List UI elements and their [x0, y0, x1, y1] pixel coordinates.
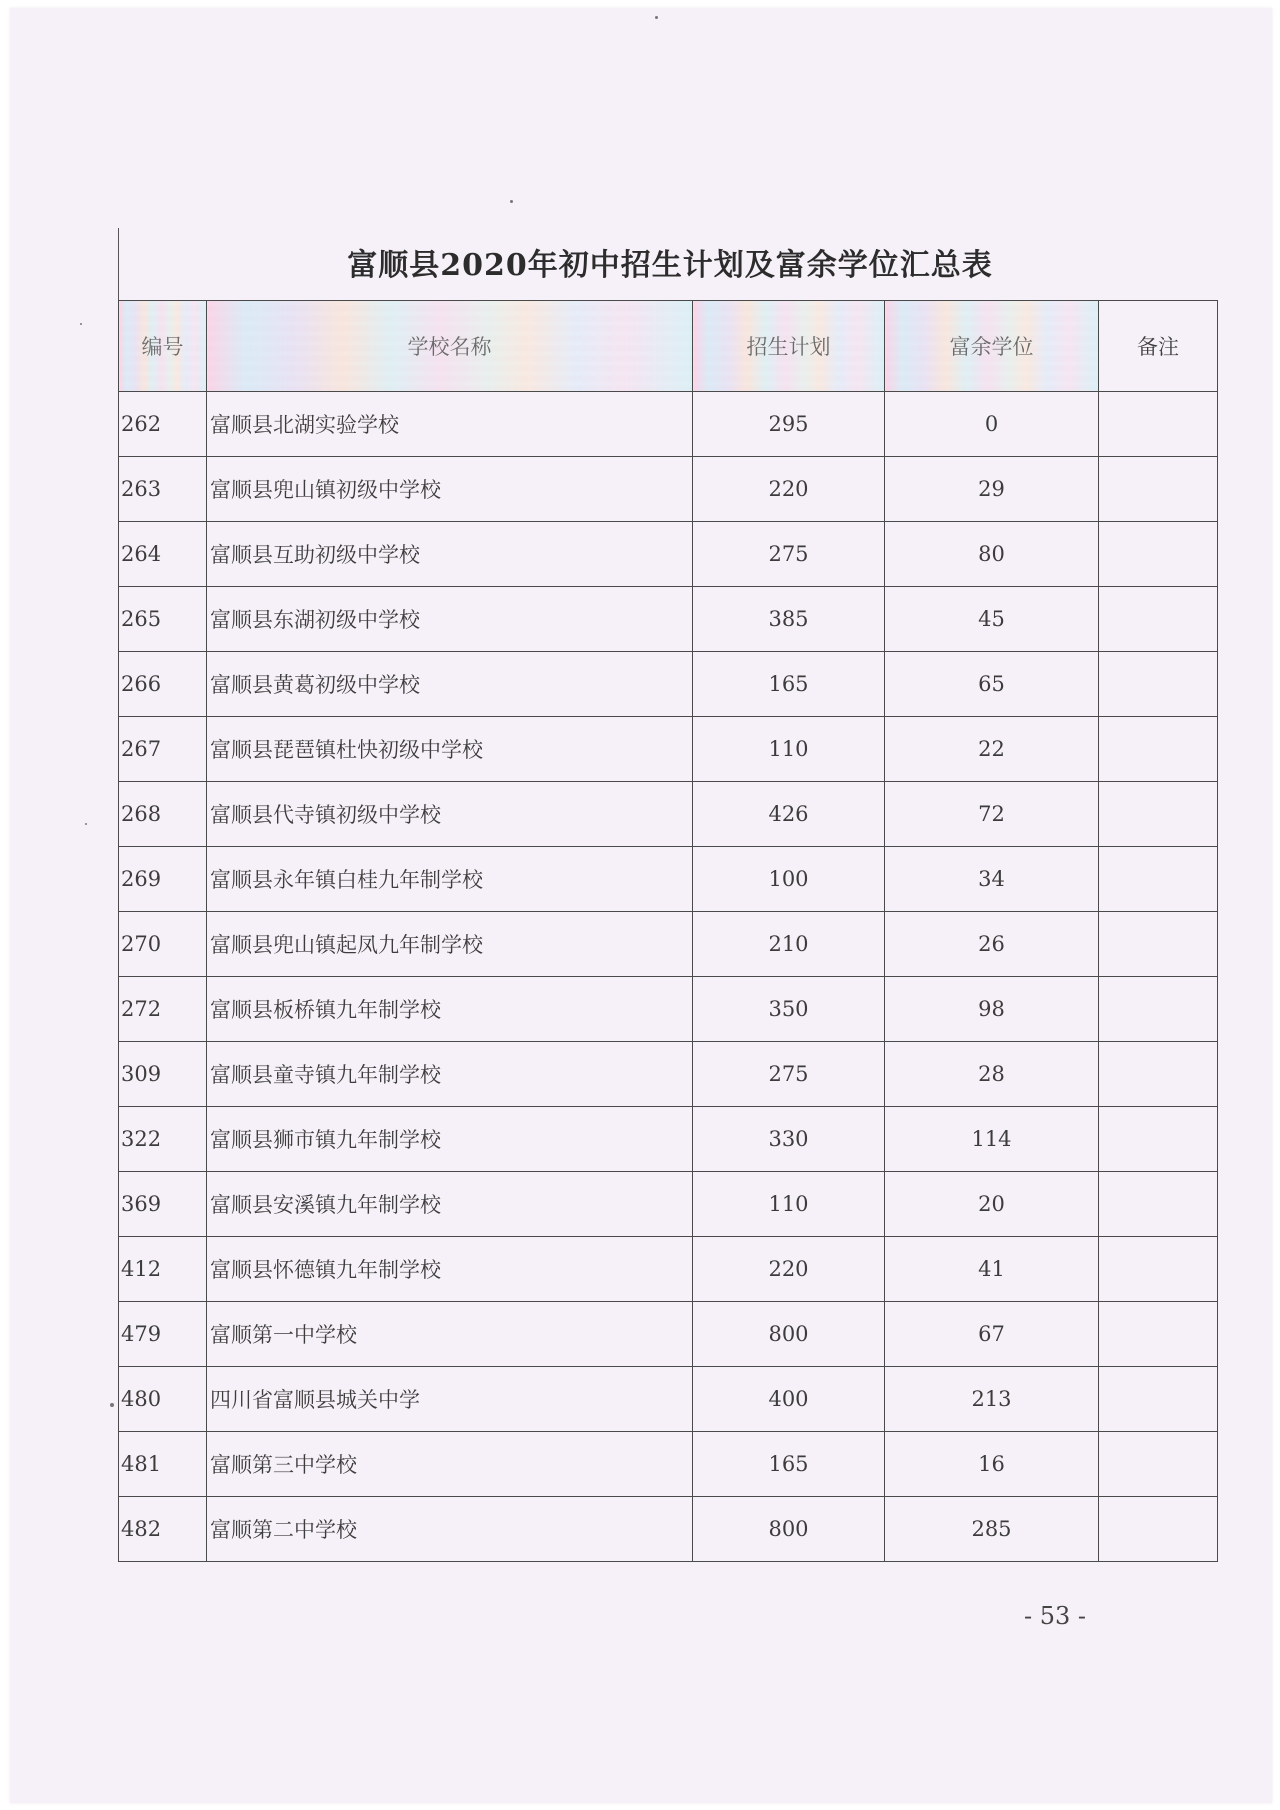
cell-spare-seats: 0: [885, 392, 1099, 457]
cell-school-name: 富顺县北湖实验学校: [207, 392, 693, 457]
cell-school-name: 富顺县永年镇白桂九年制学校: [207, 847, 693, 912]
cell-spare-seats: 45: [885, 587, 1099, 652]
cell-remarks: [1099, 522, 1218, 587]
cell-id: 269: [119, 847, 207, 912]
scan-speck: [85, 823, 87, 825]
cell-spare-seats: 80: [885, 522, 1099, 587]
cell-id: 265: [119, 587, 207, 652]
cell-school-name: 富顺县安溪镇九年制学校: [207, 1172, 693, 1237]
enrollment-summary-table: [118, 300, 1218, 1562]
cell-id: 482: [119, 1497, 207, 1562]
table-row: [119, 1042, 1218, 1107]
cell-spare-seats: 16: [885, 1432, 1099, 1497]
cell-enrollment-plan: 800: [693, 1497, 885, 1562]
cell-school-name: 富顺第二中学校: [207, 1497, 693, 1562]
cell-id: 262: [119, 392, 207, 457]
table-header: [119, 301, 1218, 392]
header-school-name: 学校名称: [207, 301, 693, 392]
cell-enrollment-plan: 110: [693, 1172, 885, 1237]
cell-school-name: 富顺县童寺镇九年制学校: [207, 1042, 693, 1107]
cell-remarks: [1099, 457, 1218, 522]
cell-school-name: 富顺县琵琶镇杜快初级中学校: [207, 717, 693, 782]
cell-id: 479: [119, 1302, 207, 1367]
document-title: 富顺县2020年初中招生计划及富余学位汇总表: [347, 248, 993, 283]
table-row: [119, 392, 1218, 457]
cell-remarks: [1099, 1107, 1218, 1172]
table-row: [119, 847, 1218, 912]
cell-school-name: 富顺县狮市镇九年制学校: [207, 1107, 693, 1172]
cell-school-name: 富顺第三中学校: [207, 1432, 693, 1497]
table-row: [119, 1237, 1218, 1302]
table-row: [119, 1497, 1218, 1562]
scan-speck: [655, 16, 658, 19]
cell-enrollment-plan: 295: [693, 392, 885, 457]
cell-enrollment-plan: 426: [693, 782, 885, 847]
cell-enrollment-plan: 165: [693, 652, 885, 717]
cell-school-name: 富顺县东湖初级中学校: [207, 587, 693, 652]
cell-enrollment-plan: 350: [693, 977, 885, 1042]
cell-enrollment-plan: 385: [693, 587, 885, 652]
cell-enrollment-plan: 330: [693, 1107, 885, 1172]
cell-school-name: 富顺县代寺镇初级中学校: [207, 782, 693, 847]
table-row: [119, 1432, 1218, 1497]
cell-id: 263: [119, 457, 207, 522]
cell-id: 480: [119, 1367, 207, 1432]
cell-school-name: 富顺县互助初级中学校: [207, 522, 693, 587]
table-row: [119, 1302, 1218, 1367]
cell-spare-seats: 29: [885, 457, 1099, 522]
cell-id: 481: [119, 1432, 207, 1497]
cell-remarks: [1099, 977, 1218, 1042]
cell-school-name: 富顺县黄葛初级中学校: [207, 652, 693, 717]
cell-id: 309: [119, 1042, 207, 1107]
cell-remarks: [1099, 652, 1218, 717]
cell-spare-seats: 22: [885, 717, 1099, 782]
cell-enrollment-plan: 110: [693, 717, 885, 782]
cell-enrollment-plan: 275: [693, 1042, 885, 1107]
cell-remarks: [1099, 1302, 1218, 1367]
cell-spare-seats: 41: [885, 1237, 1099, 1302]
cell-id: 272: [119, 977, 207, 1042]
table-body: [119, 392, 1218, 1562]
cell-id: 412: [119, 1237, 207, 1302]
header-remarks: 备注: [1099, 301, 1218, 392]
cell-enrollment-plan: 275: [693, 522, 885, 587]
cell-remarks: [1099, 1237, 1218, 1302]
cell-remarks: [1099, 847, 1218, 912]
header-id: 编号: [119, 301, 207, 392]
table-row: [119, 457, 1218, 522]
table-row: [119, 977, 1218, 1042]
cell-spare-seats: 20: [885, 1172, 1099, 1237]
cell-remarks: [1099, 717, 1218, 782]
cell-school-name: 富顺县板桥镇九年制学校: [207, 977, 693, 1042]
cell-id: 270: [119, 912, 207, 977]
cell-enrollment-plan: 100: [693, 847, 885, 912]
cell-spare-seats: 285: [885, 1497, 1099, 1562]
scan-speck: [510, 200, 513, 203]
cell-id: 266: [119, 652, 207, 717]
cell-spare-seats: 72: [885, 782, 1099, 847]
table-row: [119, 652, 1218, 717]
cell-spare-seats: 26: [885, 912, 1099, 977]
cell-enrollment-plan: 400: [693, 1367, 885, 1432]
cell-remarks: [1099, 587, 1218, 652]
cell-spare-seats: 213: [885, 1367, 1099, 1432]
cell-id: 369: [119, 1172, 207, 1237]
table-row: [119, 522, 1218, 587]
cell-id: 264: [119, 522, 207, 587]
table-row: [119, 912, 1218, 977]
cell-remarks: [1099, 1172, 1218, 1237]
page-number: - 53 -: [1023, 1602, 1086, 1630]
header-row: [119, 301, 1218, 392]
cell-id: 322: [119, 1107, 207, 1172]
cell-remarks: [1099, 1497, 1218, 1562]
cell-remarks: [1099, 392, 1218, 457]
table-row: [119, 1367, 1218, 1432]
cell-remarks: [1099, 1367, 1218, 1432]
cell-enrollment-plan: 165: [693, 1432, 885, 1497]
cell-spare-seats: 34: [885, 847, 1099, 912]
cell-remarks: [1099, 1432, 1218, 1497]
cell-spare-seats: 67: [885, 1302, 1099, 1367]
cell-spare-seats: 28: [885, 1042, 1099, 1107]
cell-school-name: 富顺县兜山镇起凤九年制学校: [207, 912, 693, 977]
scan-speck: [80, 323, 82, 325]
cell-id: 268: [119, 782, 207, 847]
table-row: [119, 1172, 1218, 1237]
table-row: [119, 587, 1218, 652]
cell-remarks: [1099, 782, 1218, 847]
cell-school-name: 富顺县怀德镇九年制学校: [207, 1237, 693, 1302]
table-row: [119, 717, 1218, 782]
cell-school-name: 富顺第一中学校: [207, 1302, 693, 1367]
cell-id: 267: [119, 717, 207, 782]
header-enrollment-plan: 招生计划: [693, 301, 885, 392]
cell-school-name: 四川省富顺县城关中学: [207, 1367, 693, 1432]
table-row: [119, 782, 1218, 847]
cell-enrollment-plan: 800: [693, 1302, 885, 1367]
cell-remarks: [1099, 912, 1218, 977]
cell-enrollment-plan: 220: [693, 457, 885, 522]
cell-remarks: [1099, 1042, 1218, 1107]
scan-speck: [110, 1403, 114, 1407]
table-row: [119, 1107, 1218, 1172]
cell-spare-seats: 114: [885, 1107, 1099, 1172]
cell-spare-seats: 65: [885, 652, 1099, 717]
cell-enrollment-plan: 210: [693, 912, 885, 977]
cell-enrollment-plan: 220: [693, 1237, 885, 1302]
cell-spare-seats: 98: [885, 977, 1099, 1042]
cell-school-name: 富顺县兜山镇初级中学校: [207, 457, 693, 522]
header-spare-seats: 富余学位: [885, 301, 1099, 392]
